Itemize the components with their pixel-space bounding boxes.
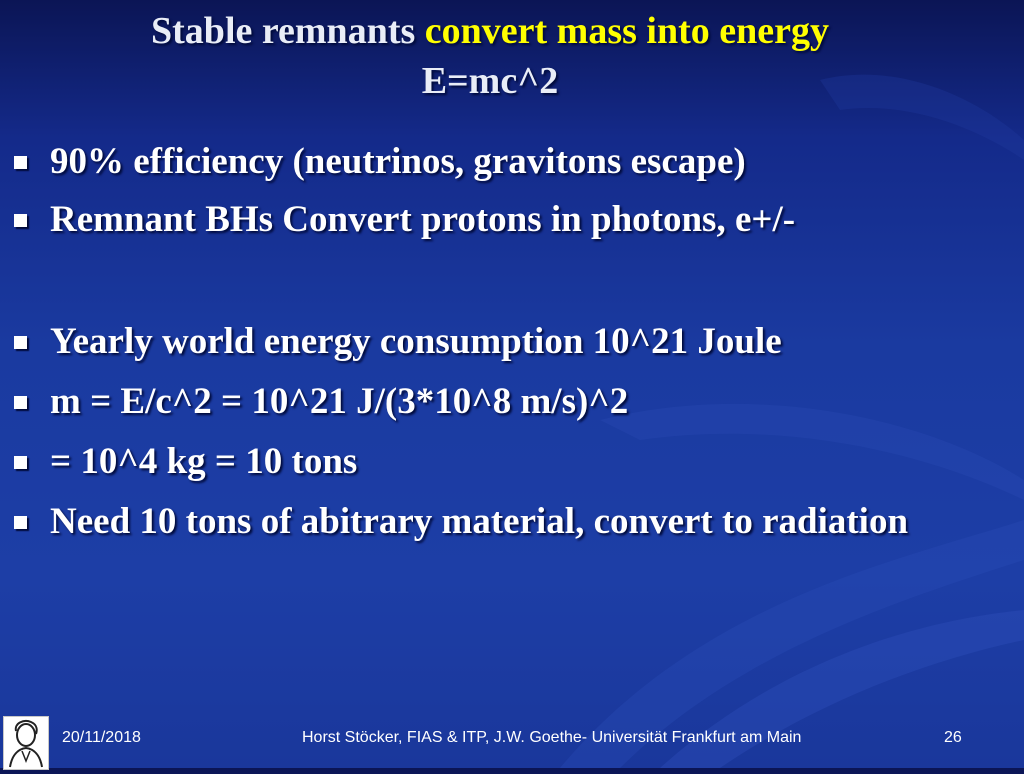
bullet-square-icon [14, 156, 27, 169]
slide-title [0, 6, 980, 106]
footer-page-number: 26 [944, 729, 962, 746]
title-highlight: convert mass into energy [424, 10, 829, 52]
bullet-text: Yearly world energy consumption 10^21 Joule [50, 321, 782, 362]
goethe-portrait-logo-icon [3, 716, 49, 770]
footer-author: Horst Stöcker, FIAS & ITP, J.W. Goethe- Universität Frankfurt am Main [302, 729, 802, 746]
title-line-1 [0, 6, 980, 56]
bullet-square-icon [14, 516, 27, 529]
bullet-item [12, 438, 357, 486]
title-formula: E=mc^2 [421, 60, 559, 102]
bullet-text: = 10^4 kg = 10 tons [50, 441, 358, 482]
bullet-text: 90% efficiency (neutrinos, gravitons escape) [50, 141, 746, 182]
bullet-item [12, 498, 950, 546]
bullet-square-icon [14, 396, 27, 409]
bullet-text: m = E/c^2 = 10^21 J/(3*10^8 m/s)^2 [50, 381, 629, 422]
footer-date: 20/11/2018 [62, 729, 141, 746]
bullet-text: Remnant BHs Convert protons in photons, e+/- [50, 199, 796, 240]
bullet-square-icon [14, 336, 27, 349]
bullet-item [12, 378, 628, 426]
bullet-item [12, 318, 782, 366]
bullet-square-icon [14, 214, 27, 227]
bullet-square-icon [14, 456, 27, 469]
title-text: Stable remnants [151, 10, 425, 52]
bullet-text: Need 10 tons of abitrary material, convert to radiation [50, 501, 909, 542]
bullet-item [12, 196, 795, 244]
bullet-item [12, 138, 746, 186]
